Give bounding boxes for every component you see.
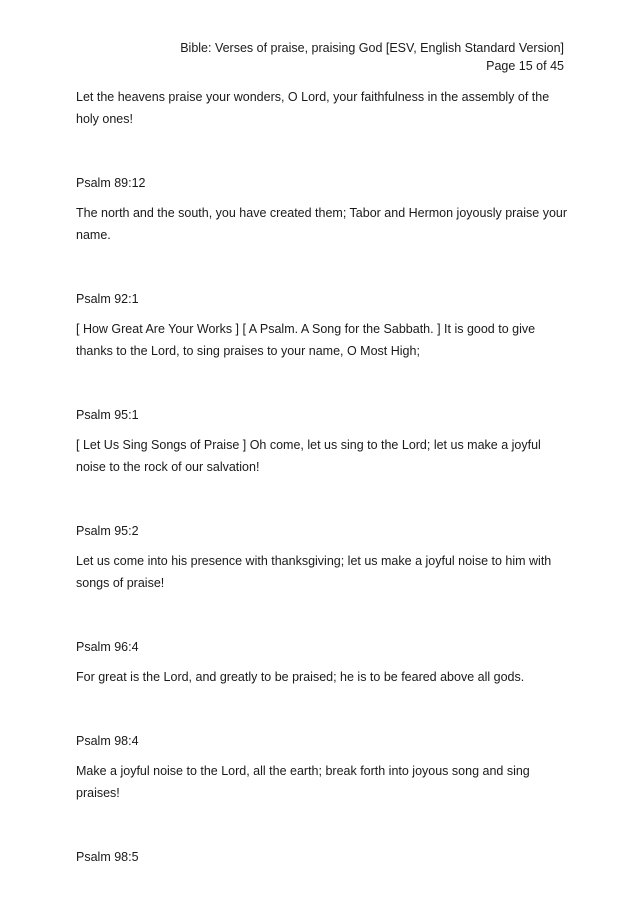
verse-block	[76, 846, 568, 868]
document-title: Bible: Verses of praise, praising God [ESV, English Standard Version]	[180, 41, 564, 55]
verse-reference: Psalm 95:1	[76, 408, 139, 422]
verse-block	[76, 730, 568, 804]
verse-block	[76, 520, 568, 594]
verse-text: [ Let Us Sing Songs of Praise ] Oh come, let us sing to the Lord; let us make a joyful noise to the rock of our salvation!	[76, 438, 541, 474]
verse-text: For great is the Lord, and greatly to be praised; he is to be feared above all gods.	[76, 670, 525, 684]
verse-reference: Psalm 92:1	[76, 292, 139, 306]
intro-verse-text: Let the heavens praise your wonders, O Lord, your faithfulness in the assembly of the holy ones!	[76, 90, 550, 126]
verse-text: Make a joyful noise to the Lord, all the earth; break forth into joyous song and sing praises!	[76, 764, 530, 800]
verse-block	[76, 288, 568, 362]
verse-block	[76, 404, 568, 478]
document-body	[76, 86, 568, 910]
verse-text: The north and the south, you have created them; Tabor and Hermon joyously praise your name.	[76, 206, 568, 242]
verse-block	[76, 172, 568, 246]
verse-reference: Psalm 96:4	[76, 640, 139, 654]
verse-reference: Psalm 89:12	[76, 176, 146, 190]
page-header	[104, 39, 564, 75]
verse-text: Let us come into his presence with thanksgiving; let us make a joyful noise to him with songs of praise!	[76, 554, 552, 590]
verse-block	[76, 636, 568, 688]
verse-reference: Psalm 98:5	[76, 850, 139, 864]
verse-text: [ How Great Are Your Works ] [ A Psalm. A Song for the Sabbath. ] It is good to give thanks to the Lord, to sing praises to your name, O Most High;	[76, 322, 536, 358]
page-number: Page 15 of 45	[486, 59, 564, 73]
verse-reference: Psalm 98:4	[76, 734, 139, 748]
verse-reference: Psalm 95:2	[76, 524, 139, 538]
